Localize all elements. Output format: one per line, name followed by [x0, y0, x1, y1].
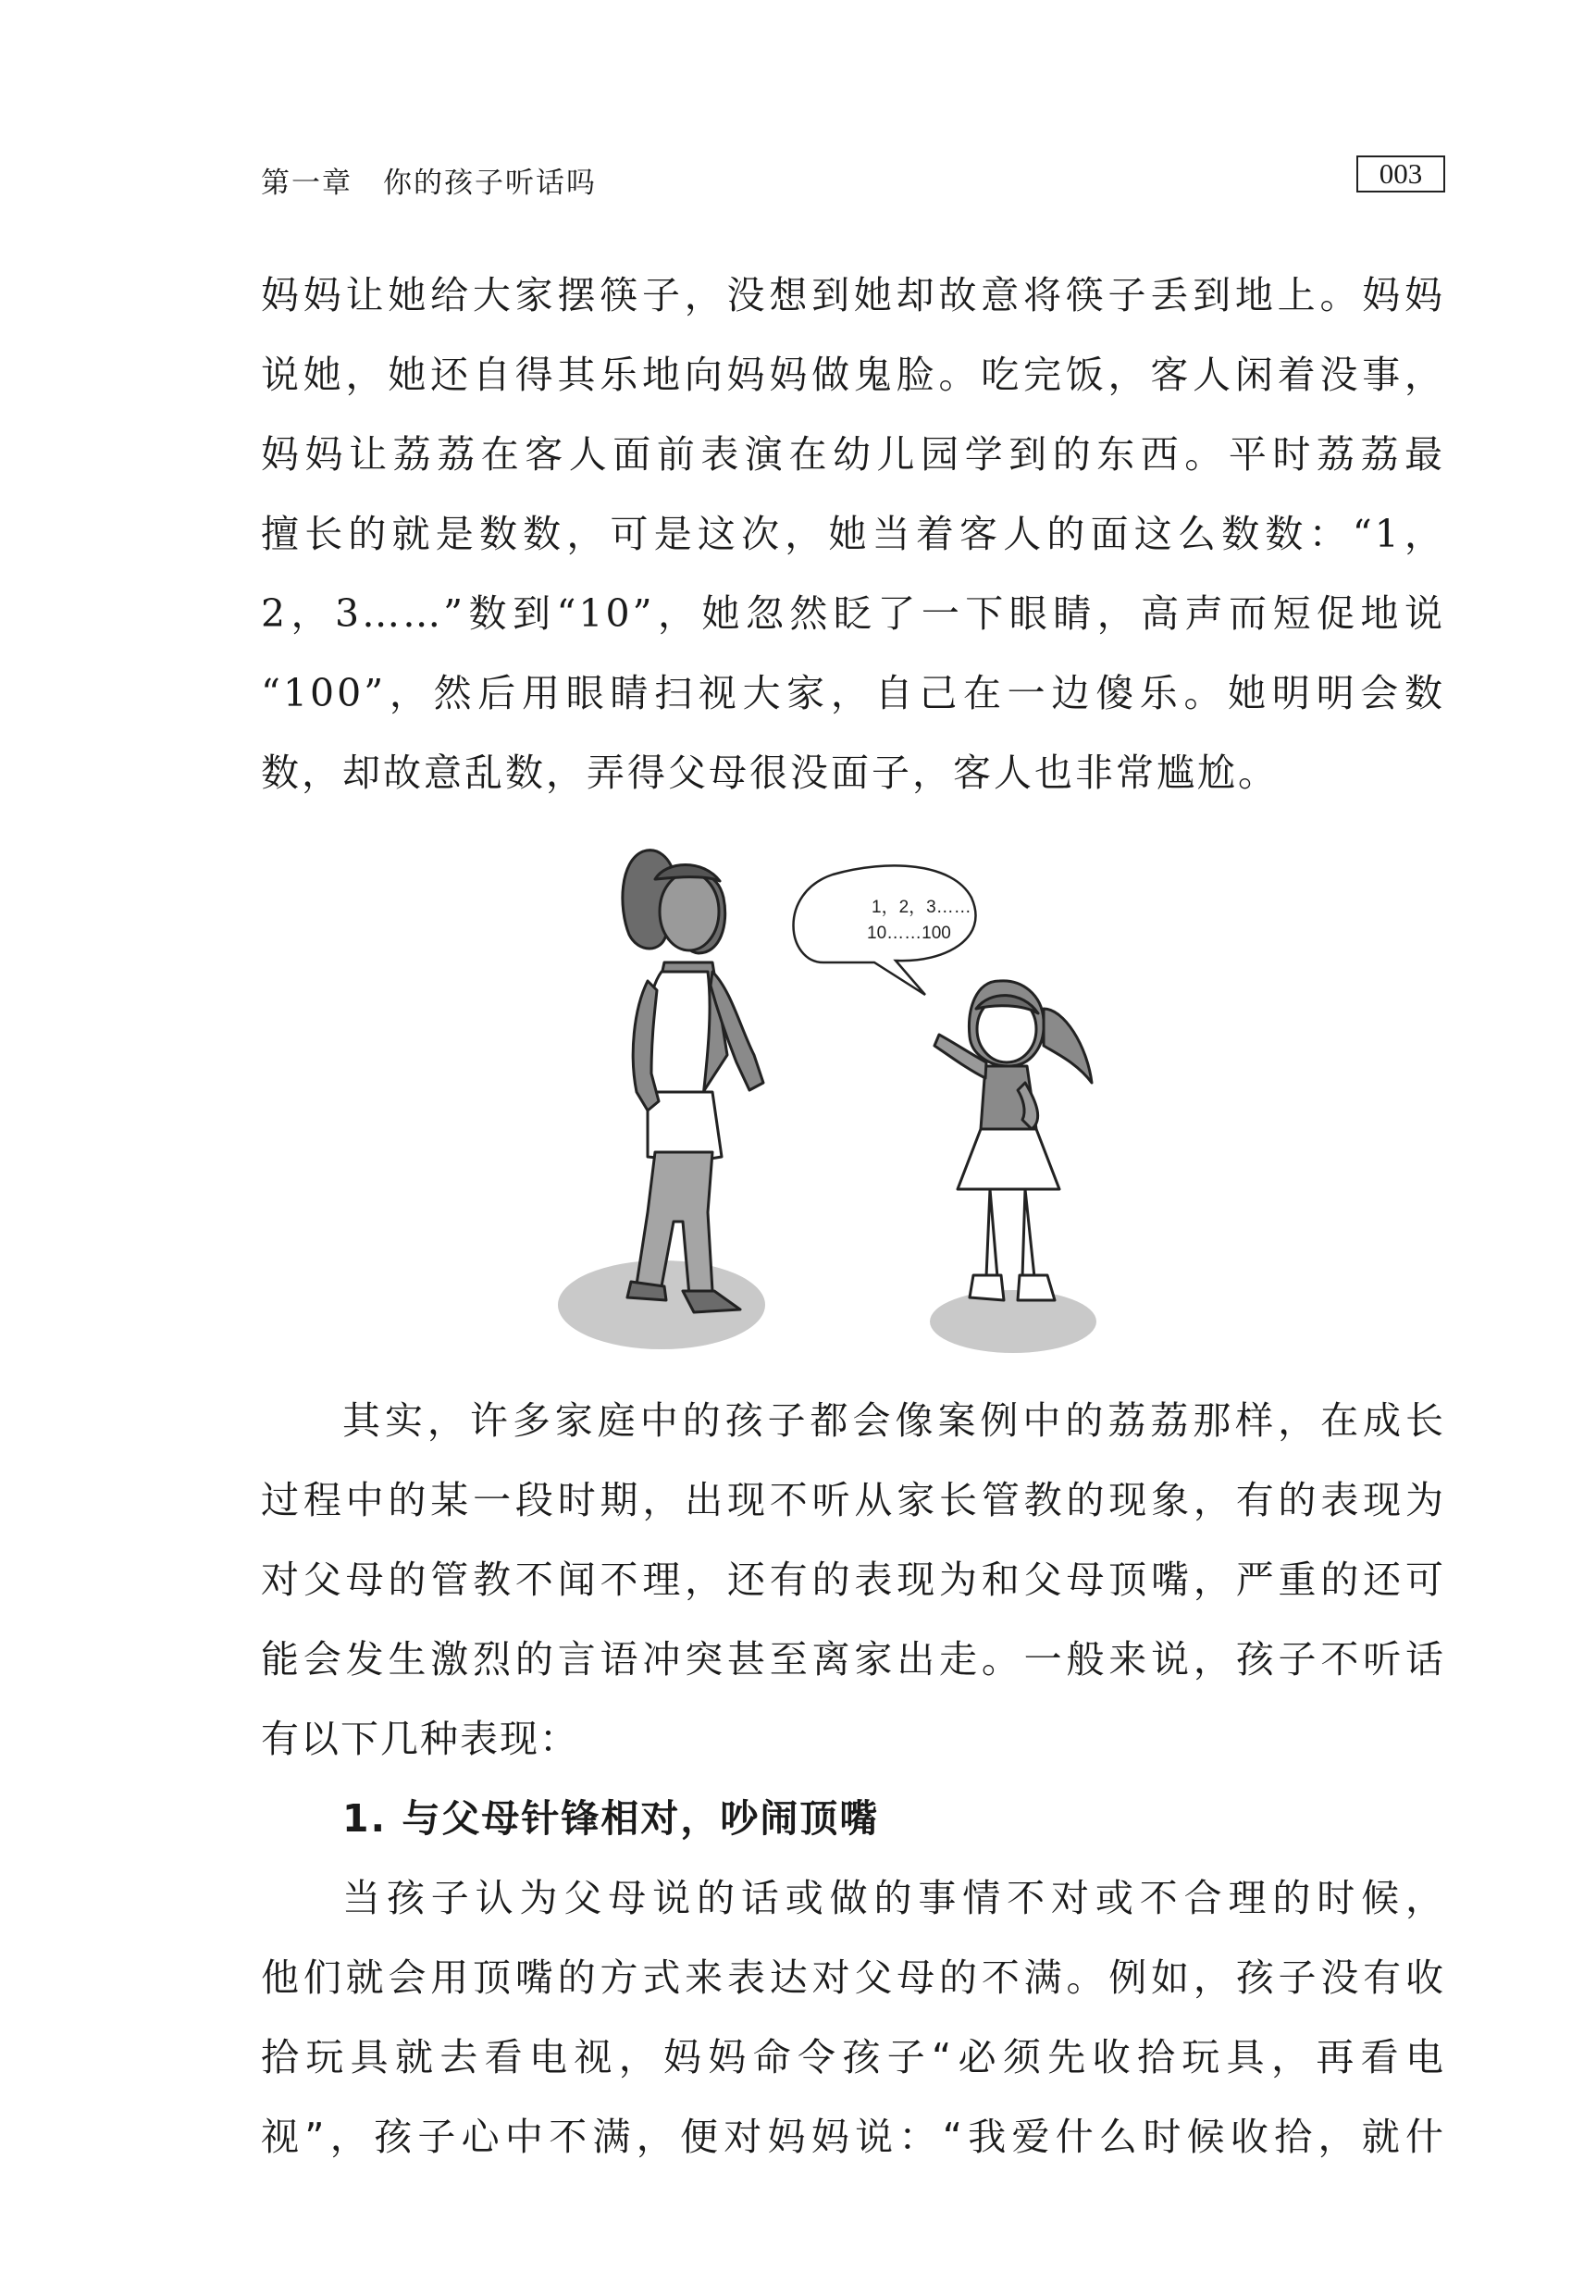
chapter-title: 第一章 你的孩子听话吗 — [261, 167, 597, 200]
girl-shadow — [930, 1290, 1096, 1353]
speech-bubble — [794, 865, 976, 995]
page-number: 003 — [1356, 155, 1445, 192]
story-line: 妈妈让她给大家摆筷子，没想到她却故意将筷子丢到地上。妈妈 — [261, 273, 1445, 317]
paragraph-line: 能会发生激烈的言语冲突甚至离家出走。一般来说，孩子不听话 — [261, 1637, 1445, 1682]
page-header — [261, 154, 1445, 205]
story-line: 2，3……”数到“10”，她忽然眨了一下眼睛，高声而短促地说 — [261, 591, 1445, 636]
paragraph-line: 其实，许多家庭中的孩子都会像案例中的荔荔那样，在成长 — [342, 1398, 1445, 1443]
paragraph-line: 有以下几种表现： — [261, 1717, 579, 1761]
paragraph-line: 过程中的某一段时期，出现不听从家长管教的现象，有的表现为 — [261, 1478, 1445, 1522]
section-heading: 1. 与父母针锋相对，吵闹顶嘴 — [342, 1796, 880, 1841]
mother-figure — [623, 850, 763, 1312]
story-excerpt — [261, 255, 1445, 813]
story-line: 数，却故意乱数，弄得父母很没面子，客人也非常尴尬。 — [261, 751, 1279, 795]
paragraph-line: 对父母的管教不闻不理，还有的表现为和父母顶嘴，严重的还可 — [261, 1558, 1445, 1602]
main-paragraph — [261, 1381, 1445, 2177]
speech-line-1: 1，2，3…… — [872, 898, 971, 917]
story-line: “100”，然后用眼睛扫视大家，自己在一边傻乐。她明明会数 — [261, 671, 1445, 715]
section-line: 当孩子认为父母说的话或做的事情不对或不合理的时候， — [342, 1876, 1445, 1920]
story-line: 擅长的就是数数，可是这次，她当着客人的面这么数数：“1， — [261, 512, 1445, 556]
section-line: 视”，孩子心中不满，便对妈妈说：“我爱什么时候收拾，就什 — [261, 2115, 1445, 2159]
section-line: 他们就会用顶嘴的方式来表达对父母的不满。例如，孩子没有收 — [261, 1955, 1445, 2000]
illustration-mother-and-daughter — [555, 824, 1129, 1360]
story-line: 妈妈让荔荔在客人面前表演在幼儿园学到的东西。平时荔荔最 — [261, 432, 1445, 477]
story-line: 说她，她还自得其乐地向妈妈做鬼脸。吃完饭，客人闲着没事， — [261, 353, 1445, 397]
girl-figure — [934, 981, 1092, 1300]
section-line: 拾玩具就去看电视，妈妈命令孩子“必须先收拾玩具，再看电 — [261, 2035, 1445, 2079]
speech-line-2: 10……100 — [867, 924, 951, 943]
illustration-drawing — [555, 824, 1129, 1360]
